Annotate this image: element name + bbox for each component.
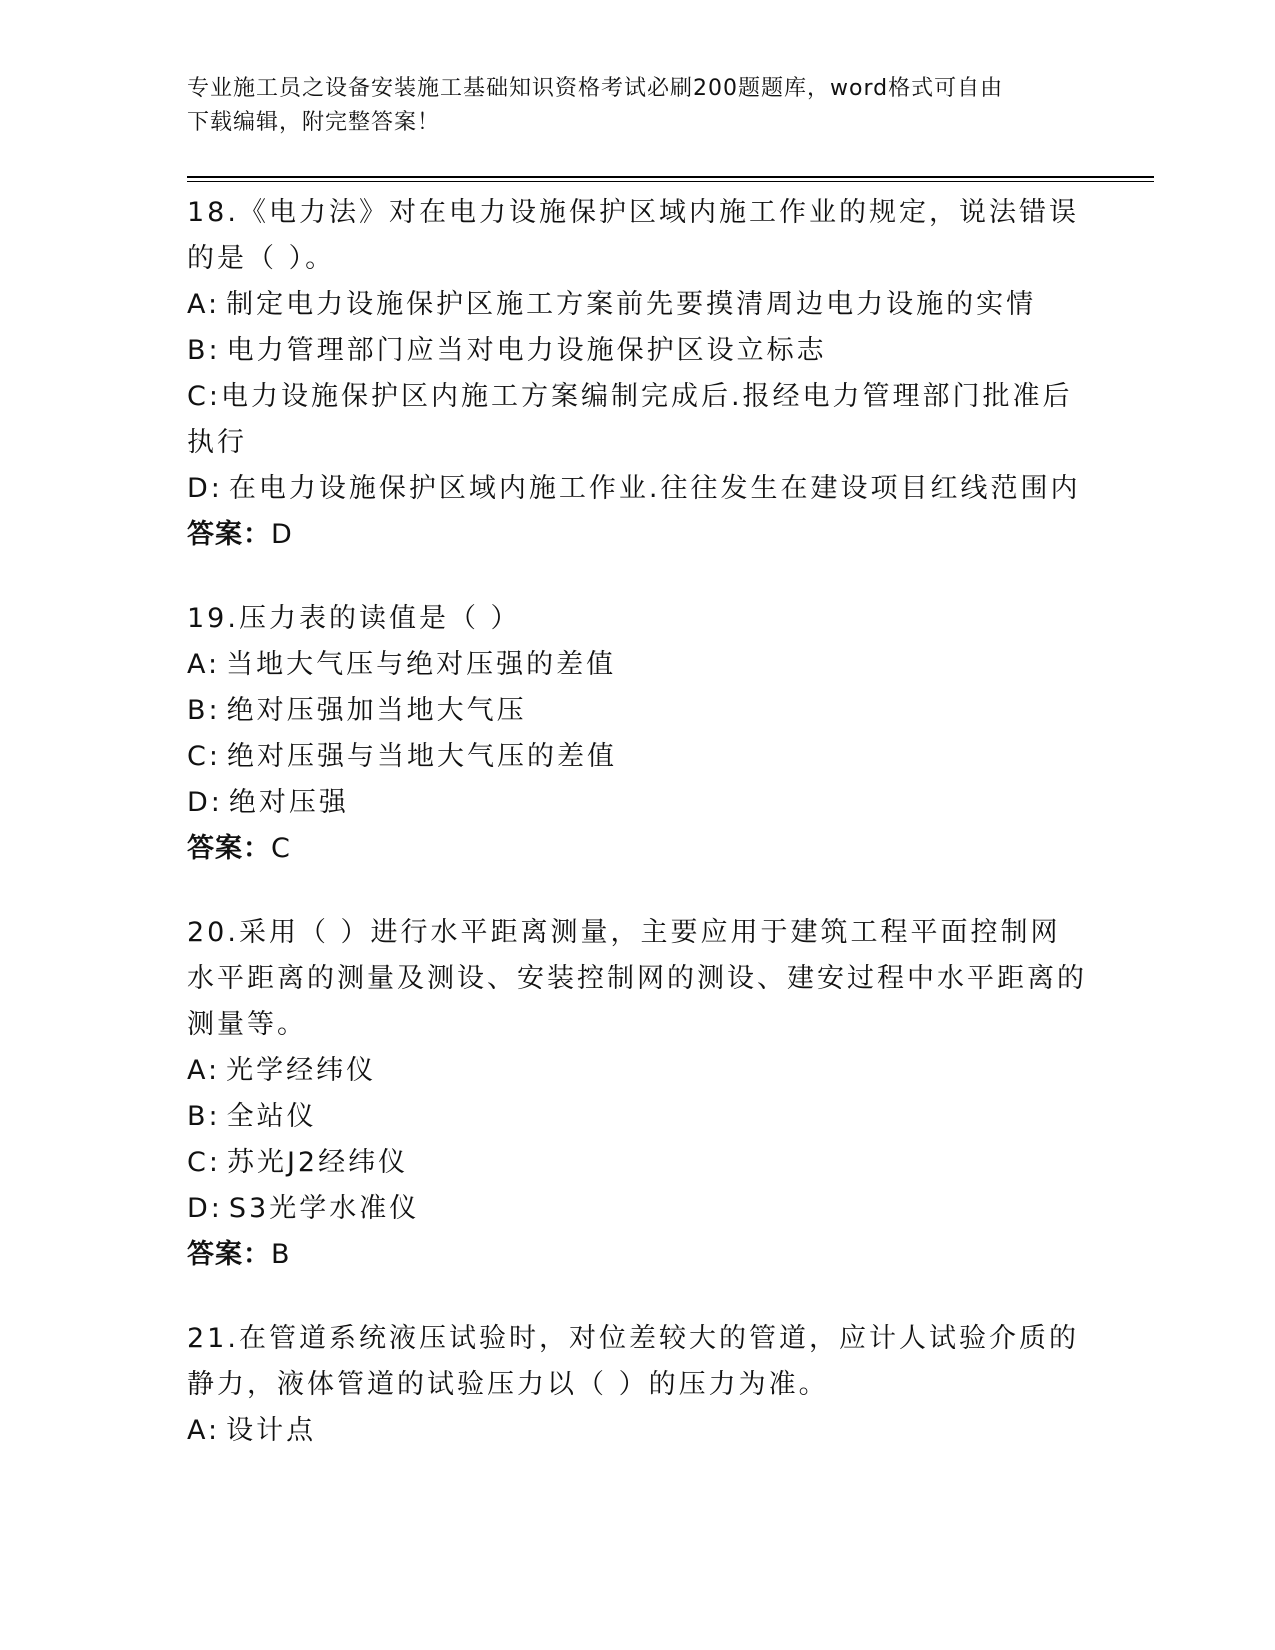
option-c bbox=[187, 1140, 1087, 1186]
question-20 bbox=[187, 910, 1087, 1278]
question-number: 21. bbox=[187, 1323, 239, 1354]
option-letter: A: bbox=[187, 649, 221, 680]
option-c bbox=[187, 734, 1087, 780]
question-number: 20. bbox=[187, 917, 239, 948]
option-text: 绝对压强 bbox=[228, 787, 349, 818]
option-text: 苏光J2经纬仪 bbox=[226, 1147, 409, 1178]
option-a bbox=[187, 642, 1087, 688]
header-line-1: 专业施工员之设备安装施工基础知识资格考试必刷200题题库，word格式可自由 bbox=[187, 76, 1004, 101]
option-b bbox=[187, 688, 1087, 734]
option-a bbox=[187, 1048, 1087, 1094]
question-list bbox=[187, 190, 1087, 1492]
document-header bbox=[187, 72, 1087, 140]
option-text: 电力管理部门应当对电力设施保护区设立标志 bbox=[226, 335, 827, 366]
option-letter: D: bbox=[187, 1193, 223, 1224]
option-text: 光学经纬仪 bbox=[226, 1055, 377, 1086]
option-letter: A: bbox=[187, 1415, 221, 1446]
option-a bbox=[187, 282, 1087, 328]
question-text bbox=[187, 910, 1087, 1048]
option-letter: C: bbox=[187, 741, 221, 772]
question-text bbox=[187, 596, 1087, 642]
answer-label: 答案： bbox=[187, 1239, 271, 1270]
option-d bbox=[187, 466, 1087, 512]
answer-value: C bbox=[271, 833, 291, 864]
option-letter: B: bbox=[187, 1101, 221, 1132]
option-c bbox=[187, 374, 1087, 466]
question-text bbox=[187, 1316, 1087, 1408]
option-letter: C: bbox=[187, 381, 221, 412]
header-divider-thick bbox=[187, 176, 1154, 178]
option-text: 制定电力设施保护区施工方案前先要摸清周边电力设施的实情 bbox=[226, 289, 1037, 320]
answer-line bbox=[187, 826, 1087, 872]
option-letter: D: bbox=[187, 787, 223, 818]
answer-label: 答案： bbox=[187, 833, 271, 864]
question-stem: 压力表的读值是（ ） bbox=[238, 603, 521, 634]
option-b bbox=[187, 1094, 1087, 1140]
option-text: S3光学水准仪 bbox=[228, 1193, 420, 1224]
option-d bbox=[187, 1186, 1087, 1232]
option-text: 绝对压强加当地大气压 bbox=[226, 695, 527, 726]
question-number: 18. bbox=[187, 197, 239, 228]
question-stem: 在管道系统液压试验时，对位差较大的管道，应计人试验介质的静力，液体管道的试验压力以（ ）的压力为准。 bbox=[187, 1323, 1079, 1400]
option-letter: A: bbox=[187, 289, 221, 320]
option-text: 电力设施保护区内施工方案编制完成后.报经电力管理部门批准后执行 bbox=[187, 381, 1073, 458]
option-text: 当地大气压与绝对压强的差值 bbox=[226, 649, 617, 680]
answer-line bbox=[187, 512, 1087, 558]
option-text: 设计点 bbox=[226, 1415, 317, 1446]
option-letter: A: bbox=[187, 1055, 221, 1086]
header-divider-thin bbox=[187, 181, 1154, 182]
option-text: 全站仪 bbox=[226, 1101, 317, 1132]
answer-value: B bbox=[271, 1239, 291, 1270]
question-18 bbox=[187, 190, 1087, 558]
option-letter: C: bbox=[187, 1147, 221, 1178]
question-19 bbox=[187, 596, 1087, 872]
option-a bbox=[187, 1408, 1087, 1454]
option-b bbox=[187, 328, 1087, 374]
option-letter: B: bbox=[187, 695, 221, 726]
option-letter: B: bbox=[187, 335, 221, 366]
question-21 bbox=[187, 1316, 1087, 1454]
option-text: 绝对压强与当地大气压的差值 bbox=[226, 741, 617, 772]
option-letter: D: bbox=[187, 473, 223, 504]
option-text: 在电力设施保护区域内施工作业.往往发生在建设项目红线范围内 bbox=[228, 473, 1081, 504]
answer-label: 答案： bbox=[187, 519, 271, 550]
question-number: 19. bbox=[187, 603, 239, 634]
question-stem: 《电力法》对在电力设施保护区域内施工作业的规定，说法错误的是（ ）。 bbox=[187, 197, 1079, 274]
answer-line bbox=[187, 1232, 1087, 1278]
answer-value: D bbox=[271, 519, 293, 550]
question-stem: 采用（ ）进行水平距离测量，主要应用于建筑工程平面控制网水平距离的测量及测设、安装控制网的测设、建安过程中水平距离的测量等。 bbox=[187, 917, 1087, 1040]
header-line-2: 下载编辑，附完整答案！ bbox=[187, 110, 441, 135]
option-d bbox=[187, 780, 1087, 826]
question-text bbox=[187, 190, 1087, 282]
